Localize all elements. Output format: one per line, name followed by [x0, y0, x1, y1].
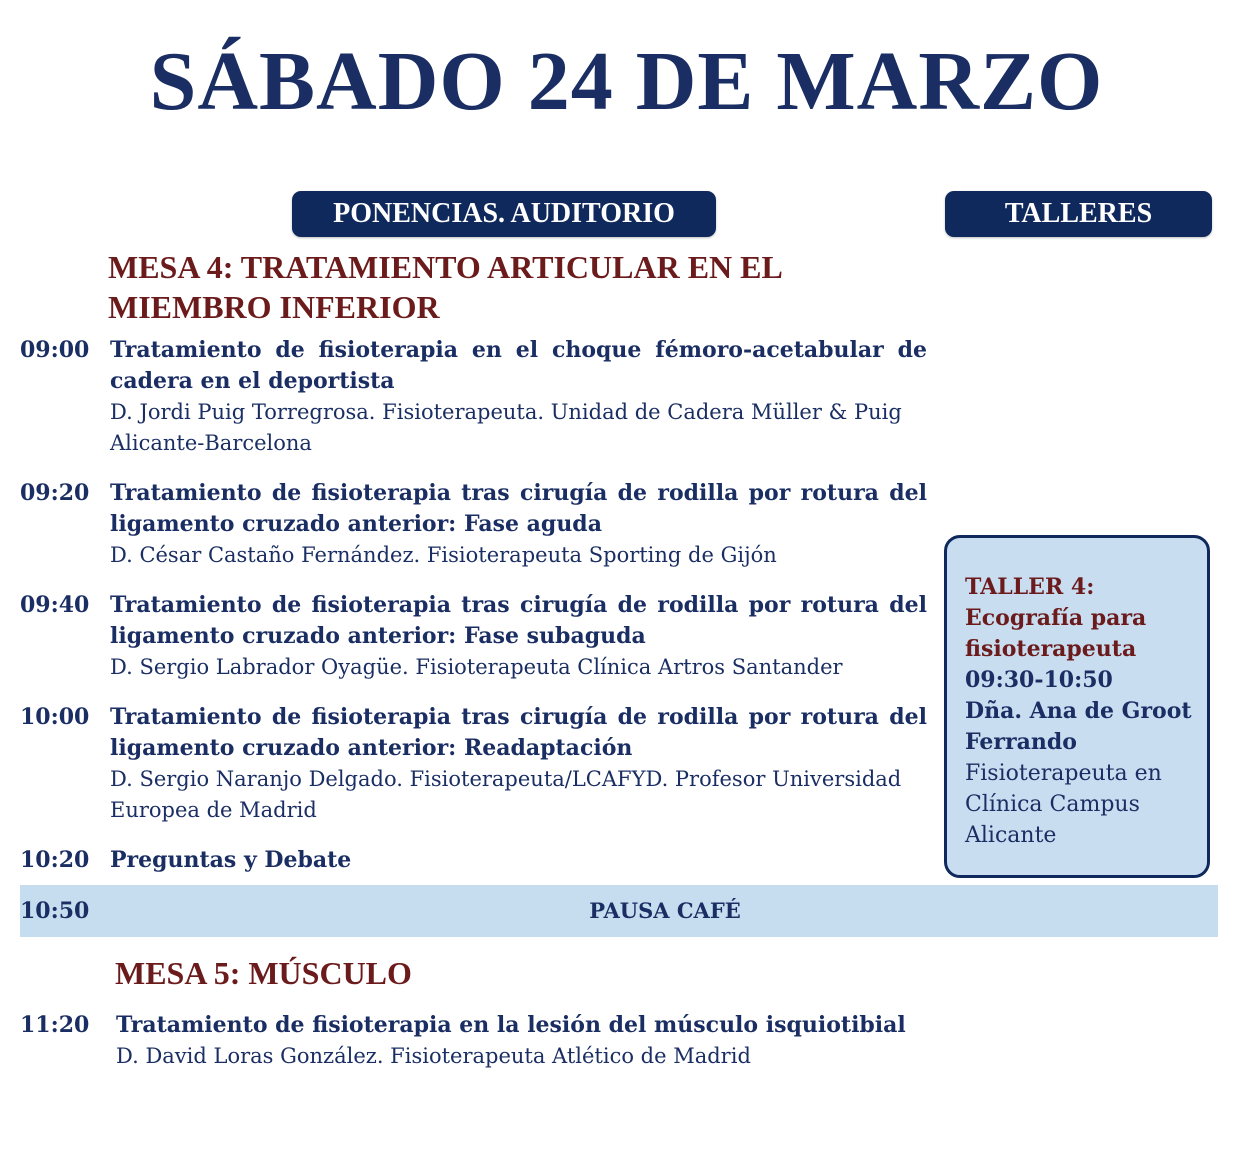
talleres-header: TALLERES [945, 191, 1212, 237]
taller-box [944, 535, 1210, 878]
debate-title: Preguntas y Debate [110, 847, 352, 873]
taller-speaker-line2: Ferrando [965, 729, 1077, 755]
taller-speaker-line1: Dña. Ana de Groot [965, 698, 1192, 724]
talk-speaker: D. Jordi Puig Torregrosa. Fisioterapeuta. Unidad de Cadera Müller & Puig Alicante-Barcelona [110, 400, 902, 455]
pausa-time: 10:50 [20, 898, 90, 924]
ponencias-header: PONENCIAS. AUDITORIO [292, 191, 716, 237]
talk-title: Tratamiento de fisioterapia en el choque fémoro-acetabular de cadera en el deportista [110, 337, 927, 394]
talk-entry [110, 478, 927, 571]
pausa-band [20, 885, 1218, 937]
talk-speaker: D. César Castaño Fernández. Fisioterapeuta Sporting de Gijón [110, 543, 777, 567]
mesa4-title-line2: MIEMBRO INFERIOR [108, 289, 440, 325]
taller-affiliation-line2: Clínica Campus [965, 792, 1140, 817]
talk-speaker: D. Sergio Labrador Oyagüe. Fisioterapeuta Clínica Artros Santander [110, 655, 843, 679]
mesa4-title [108, 247, 783, 327]
talk-speaker: D. David Loras González. Fisioterapeuta Atlético de Madrid [116, 1044, 751, 1068]
mesa5-title: MESA 5: MÚSCULO [115, 955, 412, 991]
talk-title: Tratamiento de fisioterapia tras cirugía de rodilla por rotura del ligamento cruzado anterior: Readaptación [110, 704, 927, 761]
talk-time: 11:20 [20, 1012, 90, 1038]
talk-time: 09:40 [20, 592, 90, 618]
mesa4-title-line1: MESA 4: TRATAMIENTO ARTICULAR EN EL [108, 249, 783, 285]
talk-speaker: D. Sergio Naranjo Delgado. Fisioterapeuta/LCAFYD. Profesor Universidad Europea de Madrid [110, 767, 902, 822]
debate-time: 10:20 [20, 847, 90, 873]
talk-entry [116, 1010, 946, 1072]
talk-entry [110, 702, 927, 826]
talk-entry [110, 335, 927, 459]
debate-entry [110, 845, 927, 876]
taller-title-line2: Ecografía para [965, 605, 1147, 631]
taller-time: 09:30-10:50 [965, 667, 1113, 693]
taller-affiliation-line1: Fisioterapeuta en [965, 761, 1162, 786]
talk-title: Tratamiento de fisioterapia en la lesión del músculo isquiotibial [116, 1012, 906, 1038]
talk-entry [110, 590, 927, 683]
talk-time: 10:00 [20, 704, 90, 730]
talk-title: Tratamiento de fisioterapia tras cirugía de rodilla por rotura del ligamento cruzado anterior: Fase aguda [110, 480, 927, 537]
taller-title-line3: fisioterapeuta [965, 636, 1137, 662]
taller-affiliation-line3: Alicante [965, 823, 1057, 848]
talk-time: 09:00 [20, 337, 90, 363]
page-title: SÁBADO 24 DE MARZO [149, 35, 1104, 128]
pausa-label: PAUSA CAFÉ [589, 898, 741, 923]
taller-title-line1: TALLER 4: [965, 574, 1095, 600]
talk-title: Tratamiento de fisioterapia tras cirugía de rodilla por rotura del ligamento cruzado anterior: Fase subaguda [110, 592, 927, 649]
talk-time: 09:20 [20, 480, 90, 506]
